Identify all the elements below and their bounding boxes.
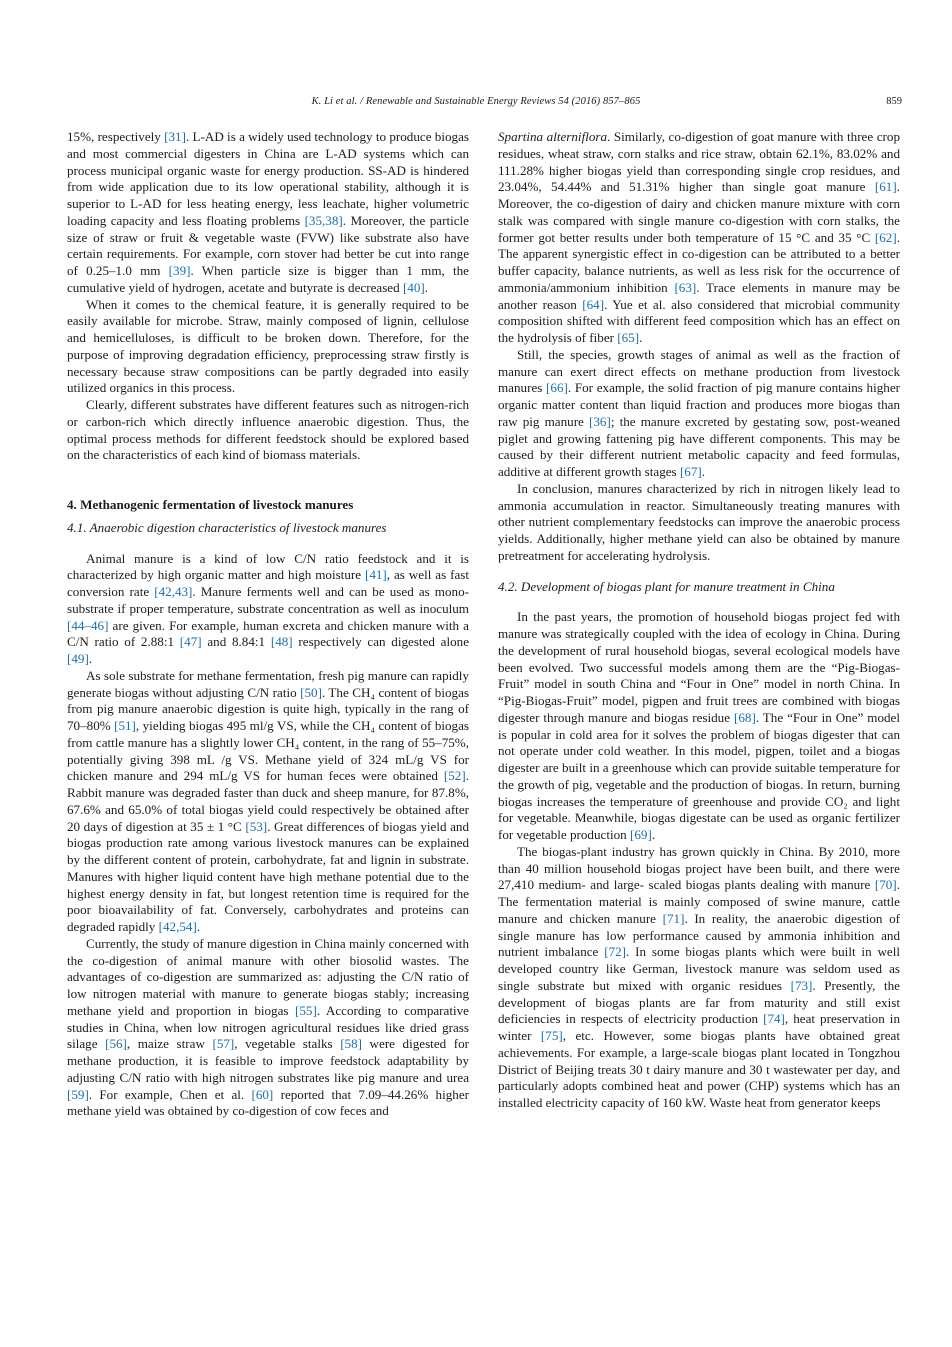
text-run: . Manure ferments well and can be used as mono-substrate if proper temperature, substrate concentration as well as inoculum: [67, 584, 469, 616]
text-run: .: [424, 279, 429, 295]
citation-link[interactable]: [75]: [540, 1028, 563, 1043]
text-run: . In reality, the anaerobic digestion of single manure has low performance caused by ammonia inhibition and nutrient imbalance: [498, 910, 900, 960]
text-run: , etc. However, some biogas plants have obtained great achievements. For example, a large-scale biogas plant located in Tongzhou District of Beijing treats 30 t dairy manure and 30 t wastewater per day, and particularly adopts combined heat and power (CHP) systems which has an installed electricity capacity of 160 kW. Waste heat from generator keeps: [498, 1028, 900, 1110]
text-run: respectively can digested alone: [292, 634, 470, 650]
section-heading: 4. Methanogenic fermentation of livestock manures: [67, 497, 354, 512]
paragraph: [498, 481, 900, 565]
text-run: . According to comparative studies in China, when low nitrogen agricultural residues like dried grass silage: [67, 1002, 469, 1052]
text-run: . For example, the solid fraction of pig manure contains higher organic matter content than liquid fraction and produces more biogas than raw pig manure: [498, 380, 900, 429]
subsection-heading: 4.2. Development of biogas plant for manure treatment in China: [498, 578, 835, 594]
left-column: [67, 129, 469, 1120]
text-run: .: [88, 651, 93, 666]
text-run: . Yue et al. also considered that microbial community composition shifted with different feed composition which has an effect on the hydrolysis of fiber: [498, 296, 900, 345]
text-run: . For example, Chen et al.: [88, 1086, 252, 1102]
citation-link[interactable]: [31]: [164, 129, 186, 144]
citation-link[interactable]: [49]: [67, 651, 89, 666]
text-run: .: [651, 827, 656, 842]
text-run: are given. For example, human excreta and chicken manure with a C/N ratio of 2.88:1: [67, 617, 469, 650]
text-run: 15%, respectively: [67, 129, 165, 144]
citation-link[interactable]: [61]: [874, 179, 897, 195]
paragraph: [498, 609, 900, 844]
text-run: . The “Four in One” model is popular in cold area for it solves the problem of biogas digester that can not operate under cold weather. In this model, pigpen, toilet and a biogas digester are built in a greenhouse which can provide suitable temperature for the growth of pig, vegetable and the production of biogas. In return, burning biogas increases the temperature of greenhouse and provide CO₂ and light for vegetable. Meanwhile, biogas digestate can be used as organic fertilizer for vegetable production: [498, 709, 900, 842]
text-run: , as well as fast conversion rate: [67, 567, 469, 599]
right-column: [498, 129, 900, 1112]
citation-link[interactable]: [58]: [340, 1036, 363, 1052]
citation-link[interactable]: [60]: [251, 1086, 274, 1102]
citation-link[interactable]: [53]: [245, 818, 268, 834]
citation-link[interactable]: [72]: [604, 944, 627, 960]
paragraph: [498, 347, 900, 481]
paragraph: [67, 397, 469, 464]
citation-link[interactable]: [39]: [168, 263, 191, 278]
running-title: K. Li et al. / Renewable and Sustainable Energy Reviews 54 (2016) 857–865: [311, 96, 641, 107]
text-run: .: [639, 330, 643, 345]
text-run: Still, the species, growth stages of animal as well as the fraction of manure can exert direct effects on methane production from livestock manures: [498, 346, 900, 396]
text-run: As sole substrate for methane fermentation, fresh pig manure can rapidly generate biogas without adjusting C/N ratio: [67, 667, 469, 700]
text-run: , maize straw: [126, 1036, 213, 1052]
text-run: Clearly, different substrates have different features such as nitrogen-rich or carbon-rich which directly influence anaerobic digestion. Thus, the optimal process methods for different feedstock should be explored based on the characteristics of each kind of biomass materials.: [67, 397, 469, 463]
citation-link[interactable]: [41]: [364, 567, 387, 583]
text-run: , heat preservation in winter: [498, 1011, 900, 1043]
text-run: . The CH₄ content of biogas from pig manure anaerobic digestion is quite high, typically in the rang of 70–80%: [67, 684, 469, 733]
citation-link[interactable]: [66]: [546, 380, 568, 396]
citation-link[interactable]: [73]: [790, 977, 813, 993]
text-run: . Great differences of biogas yield and biogas production rate among various livestock manures can be explained by the different content of protein, carbohydrate, fat and lignin in substrate. Manures with higher liquid content have high methane potential due to the highest energy density in fat, but longest retention time is required for the poor bioavailability of fat. Conversely, carbohydrates and proteins can degraded rapidly: [67, 818, 470, 934]
text-run: In conclusion, manures characterized by rich in nitrogen likely lead to ammonia accumulation in reactor. Simultaneously treating manures with other nutrient complementary feedstocks can improve the anaerobic process yields. Additionally, higher methane yield can also be obtained by manure pretreatment for accelerating hydrolysis.: [498, 480, 900, 563]
citation-link[interactable]: [71]: [662, 910, 685, 926]
text-run: ; the manure excreted by gestating sow, post-weaned piglet and growing fattening pig have different components. This may be caused by their different nutrient metabolic capacity and feed formulas, additive at different growth stages: [498, 413, 900, 479]
citation-link[interactable]: [48]: [270, 634, 293, 650]
paragraph: [67, 551, 469, 668]
citation-link[interactable]: [64]: [582, 296, 605, 312]
text-run: When it comes to the chemical feature, it is generally required to be easily available for microbe. Straw, mainly composed of lignin, cellulose and hemicelluloses, is difficult to be broken down. Therefore, for the purpose of improving degradation efficiency, preprocessing straw firstly is necessary because straw compositions can be partly degraded into easily utilized organics in this process.: [67, 296, 469, 396]
text-run: . Presently, the development of biogas plants are far from maturity and still exist deficiencies in respects of electricity production: [498, 977, 900, 1027]
citation-link[interactable]: [63]: [674, 279, 697, 295]
citation-link[interactable]: [74]: [763, 1011, 785, 1027]
text-run: . Trace elements in manure may be another reason: [498, 279, 900, 312]
citation-link[interactable]: [59]: [67, 1086, 89, 1102]
text-run: . When particle size is bigger than 1 mm, the cumulative yield of hydrogen, acetate and butyrate is decreased: [67, 263, 469, 295]
text-run: . The apparent synergistic effect in co-digestion can be attributed to a better buffer capacity, balance nutrients, as well as less risk for the occurrence of ammonia/ammonium inhibition: [498, 229, 900, 295]
paragraph: [67, 668, 469, 936]
text-run: .: [701, 464, 706, 479]
citation-link[interactable]: [57]: [212, 1036, 235, 1052]
paragraph: [67, 129, 469, 297]
text-run: . L-AD is a widely used technology to produce biogas and most commercial digesters in China are L-AD systems which can process municipal organic waste for energy production. SS-AD is hindered from wide application due to its low operational stability, although it is superior to L-AD for less heating energy, less leachate, higher volumetric loading capacity and less floating problems: [67, 129, 469, 228]
citation-link[interactable]: [44–46]: [67, 617, 109, 633]
paragraph: [67, 297, 469, 398]
text-run: . In some biogas plants which were built in well developed country like German, livestock manure was seldom used as single substrate but mixed with organic residues: [498, 944, 900, 993]
text-run: . Moreover, the particle size of straw or fruit & vegetable waste (FVW) like substrate also have certain requirements. For example, corn stover had better be cut into range of 0.25–1.0 mm: [67, 212, 469, 278]
text-run: In the past years, the promotion of household biogas project fed with manure was strategically coupled with the idea of ecology in China. During the development of rural household biogas, several ecological models have been evolved. Two successful models among them are the “Pig-Biogas-Fruit” model in south China and “Four in One” model in north China. In “Pig-Biogas-Fruit” model, pigpen and fruit trees are combined with biogas digester through manure and biogas residue: [498, 609, 900, 725]
text-run: . The fermentation material is mainly composed of swine manure, cattle manure and chicken manure: [498, 877, 900, 926]
text-run: Animal manure is a kind of low C/N ratio feedstock and it is characterized by high organic matter and high moisture: [67, 550, 469, 583]
citation-link[interactable]: [65]: [617, 330, 640, 345]
running-header: [0, 96, 952, 112]
page-number: 859: [886, 96, 902, 107]
citation-link[interactable]: [35,38]: [304, 212, 343, 228]
text-run: The biogas-plant industry has grown quickly in China. By 2010, more than 40 million household biogas project have been built, and there were 27,410 medium- and large- scaled biogas plants dealing with manure: [498, 843, 900, 893]
italic-text: Spartina alterniflora: [498, 129, 608, 144]
citation-link[interactable]: [70]: [874, 877, 897, 893]
citation-link[interactable]: [42,54]: [158, 919, 197, 934]
citation-link[interactable]: [67]: [679, 464, 702, 479]
citation-link[interactable]: [36]: [589, 413, 611, 429]
paragraph: [67, 936, 469, 1120]
text-run: Currently, the study of manure digestion in China mainly concerned with the co-digestion of animal manure with other biosolid wastes. The advantages of co-digestion are summarized as: adjusting the C/N ratio of low nitrogen material with manure to generate biogas stably; increasing methane yield and proportion in biogas: [67, 935, 469, 1018]
paragraph: [498, 844, 900, 1112]
citation-link[interactable]: [55]: [295, 1002, 317, 1018]
citation-link[interactable]: [52]: [443, 768, 466, 784]
text-run: reported that 7.09–44.26% higher methane yield was obtained by co-digestion of cow feces and: [67, 1086, 469, 1119]
citation-link[interactable]: [62]: [874, 229, 897, 245]
text-run: . Moreover, the co-digestion of dairy and chicken manure mixture with corn stalk was compared with single manure co-digestion with corn stalks, the former got better results under both temperature of 15 °C and 35 °C: [498, 179, 900, 245]
citation-link[interactable]: [42,43]: [154, 584, 193, 599]
citation-link[interactable]: [51]: [114, 718, 136, 733]
citation-link[interactable]: [69]: [629, 827, 652, 842]
text-run: . Rabbit manure was degraded faster than duck and sheep manure, for 87.8%, 67.6% and 65.0% of total biogas yield could respectively be obtained after 20 days of digestion at 35 ± 1 °C: [67, 768, 469, 834]
citation-link[interactable]: [47]: [179, 634, 202, 650]
subsection-heading: 4.1. Anaerobic digestion characteristics of livestock manures: [67, 519, 387, 535]
text-run: were digested for methane production, it is feasible to improve feedstock adaptability by adjusting C/N ratio with high nitrogen substrates like pig manure and urea: [67, 1036, 469, 1085]
paragraph: [498, 129, 900, 347]
citation-link[interactable]: [50]: [300, 684, 322, 700]
text-run: , vegetable stalks: [234, 1036, 341, 1052]
text-run: .: [196, 919, 201, 934]
text-run: . Similarly, co-digestion of goat manure with three crop residues, wheat straw, corn stalks and rice straw, obtain 62.1%, 83.02% and 111.28% higher biogas yield than corresponding single crop residues, and 23.04%, 54.44% and 51.31% higher than single goat manure: [498, 129, 900, 195]
citation-link[interactable]: [68]: [733, 709, 756, 725]
text-run: and 8.84:1: [201, 634, 271, 650]
citation-link[interactable]: [40]: [402, 279, 425, 295]
text-run: , yielding biogas 495 ml/g VS, while the CH₄ content of biogas from cattle manure has a slightly lower CH₄ content, in the rang of 55–75%, potentially giving 398 mL /g VS. Methane yield of 324 mL/g VS for chicken manure and 294 mL/g VS for human feces were obtained: [67, 718, 470, 784]
citation-link[interactable]: [56]: [105, 1036, 127, 1052]
